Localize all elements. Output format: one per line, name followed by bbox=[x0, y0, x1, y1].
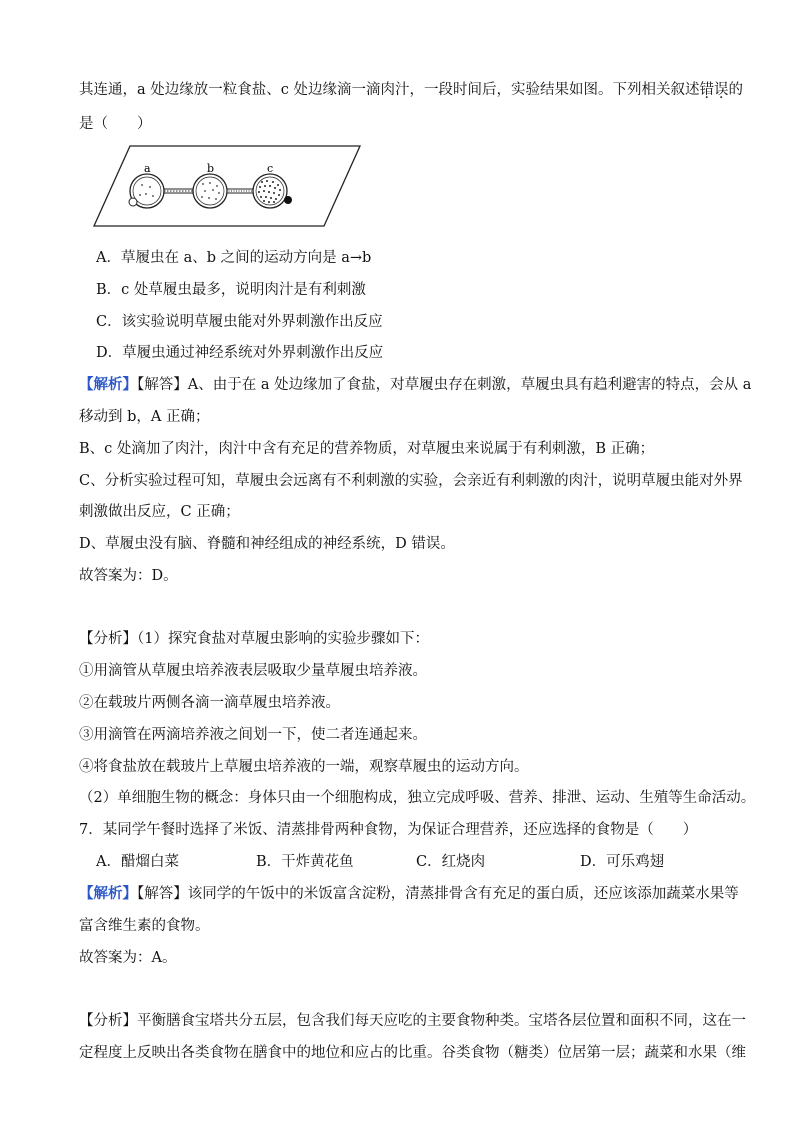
q7-option-b[interactable]: B．干炸黄花鱼 bbox=[256, 854, 354, 870]
emphasis-char-2: 误 bbox=[713, 82, 729, 98]
q7-answer: 故答案为：A。 bbox=[79, 950, 177, 966]
q6-option-a[interactable]: A．草履虫在 a、b 之间的运动方向是 a→b bbox=[96, 250, 372, 266]
salt-grain bbox=[129, 198, 137, 206]
q7-stem: 7．某同学午餐时选择了米饭、清蒸排骨两种食物，为保证合理营养，还应选择的食物是（ ） bbox=[79, 822, 698, 838]
q6-stem-line2: 是（ ） bbox=[79, 116, 152, 132]
q6-stem-line1 bbox=[79, 80, 743, 100]
q6-solution-line3: B、c 处滴加了肉汁，肉汁中含有充足的营养物质，对草履虫来说属于有利刺激，B 正确； bbox=[79, 441, 655, 457]
q6-option-b[interactable]: B．c 处草履虫最多，说明肉汁是有利刺激 bbox=[96, 282, 366, 298]
q6-stem-tail: 的 bbox=[728, 82, 743, 98]
solution-tag: 【解析】 bbox=[79, 376, 137, 393]
drop-c bbox=[253, 174, 287, 208]
q6-solution-line1: 【解析】【解答】A、由于在 a 处边缘加了食盐，对草履虫存在刺激，草履虫具有趋利避害的特点，会从 a bbox=[79, 376, 752, 393]
q7-analysis-line1: 【分析】平衡膳食宝塔共分五层，包含我们每天应吃的主要食物种类。宝塔各层位置和面积不同，这在一 bbox=[79, 1013, 746, 1029]
analysis-tag: 【分析】 bbox=[79, 1013, 137, 1029]
meat-juice-drop bbox=[284, 196, 292, 204]
q6-option-c[interactable]: C．该实验说明草履虫能对外界刺激作出反应 bbox=[96, 314, 383, 330]
q6-analysis-line1: 【分析】（1）探究食盐对草履虫影响的实验步骤如下： bbox=[79, 631, 429, 647]
q7-option-c[interactable]: C．红烧肉 bbox=[416, 854, 486, 870]
experiment-figure bbox=[92, 140, 362, 228]
label-a: a bbox=[144, 162, 151, 175]
q6-stem-text: 其连通，a 处边缘放一粒食盐、c 处边缘滴一滴肉汁，一段时间后，实验结果如图。下列相关叙述 bbox=[79, 82, 700, 98]
q6-option-d[interactable]: D．草履虫通过神经系统对外界刺激作出反应 bbox=[96, 345, 384, 361]
q7-analysis-line2: 定程度上反映出各类食物在膳食中的地位和应占的比重。谷类食物（糖类）位居第一层；蔬菜和水果（维 bbox=[79, 1045, 746, 1061]
label-b: b bbox=[207, 162, 215, 175]
q6-analysis-step3: ③用滴管在两滴培养液之间划一下，使二者连通起来。 bbox=[79, 727, 427, 743]
label-c: c bbox=[267, 162, 274, 175]
q6-analysis-step4: ④将食盐放在载玻片上草履虫培养液的一端，观察草履虫的运动方向。 bbox=[79, 759, 529, 775]
q6-analysis-step2: ②在载玻片两侧各滴一滴草履虫培养液。 bbox=[79, 695, 340, 711]
q6-analysis-step1: ①用滴管从草履虫培养液表层吸取少量草履虫培养液。 bbox=[79, 663, 427, 679]
q7-solution-line2: 富含维生素的食物。 bbox=[79, 918, 210, 934]
drop-b bbox=[193, 174, 227, 208]
q6-solution-line2: 移动到 b，A 正确； bbox=[79, 409, 210, 425]
q6-solution-line4: C、分析实验过程可知，草履虫会远离有不利刺激的实验，会亲近有利刺激的肉汁，说明草履虫能对外界 bbox=[79, 473, 743, 489]
q6-solution-line6: D、草履虫没有脑、脊髓和神经组成的神经系统，D 错误。 bbox=[79, 536, 455, 552]
q7-option-d[interactable]: D．可乐鸡翅 bbox=[580, 854, 665, 870]
emphasis-char-1: 错 bbox=[699, 82, 714, 98]
solution-sub-tag: 【解答】 bbox=[137, 886, 188, 902]
q6-solution-line5: 刺激做出反应，C 正确； bbox=[79, 504, 240, 520]
analysis-tag: 【分析】 bbox=[79, 631, 137, 647]
q6-analysis-concept: （2）单细胞生物的概念：身体只由一个细胞构成，独立完成呼吸、营养、排泄、运动、生殖等生命活动。 bbox=[79, 790, 756, 806]
q7-solution-line1: 【解析】【解答】该同学的午饭中的米饭富含淀粉，清蒸排骨含有充足的蛋白质，还应该添加蔬菜水果等 bbox=[79, 885, 739, 902]
q7-option-a[interactable]: A．醋熘白菜 bbox=[96, 854, 179, 870]
solution-tag: 【解析】 bbox=[79, 885, 137, 902]
q6-answer: 故答案为：D。 bbox=[79, 568, 178, 584]
solution-sub-tag: 【解答】 bbox=[137, 377, 188, 393]
